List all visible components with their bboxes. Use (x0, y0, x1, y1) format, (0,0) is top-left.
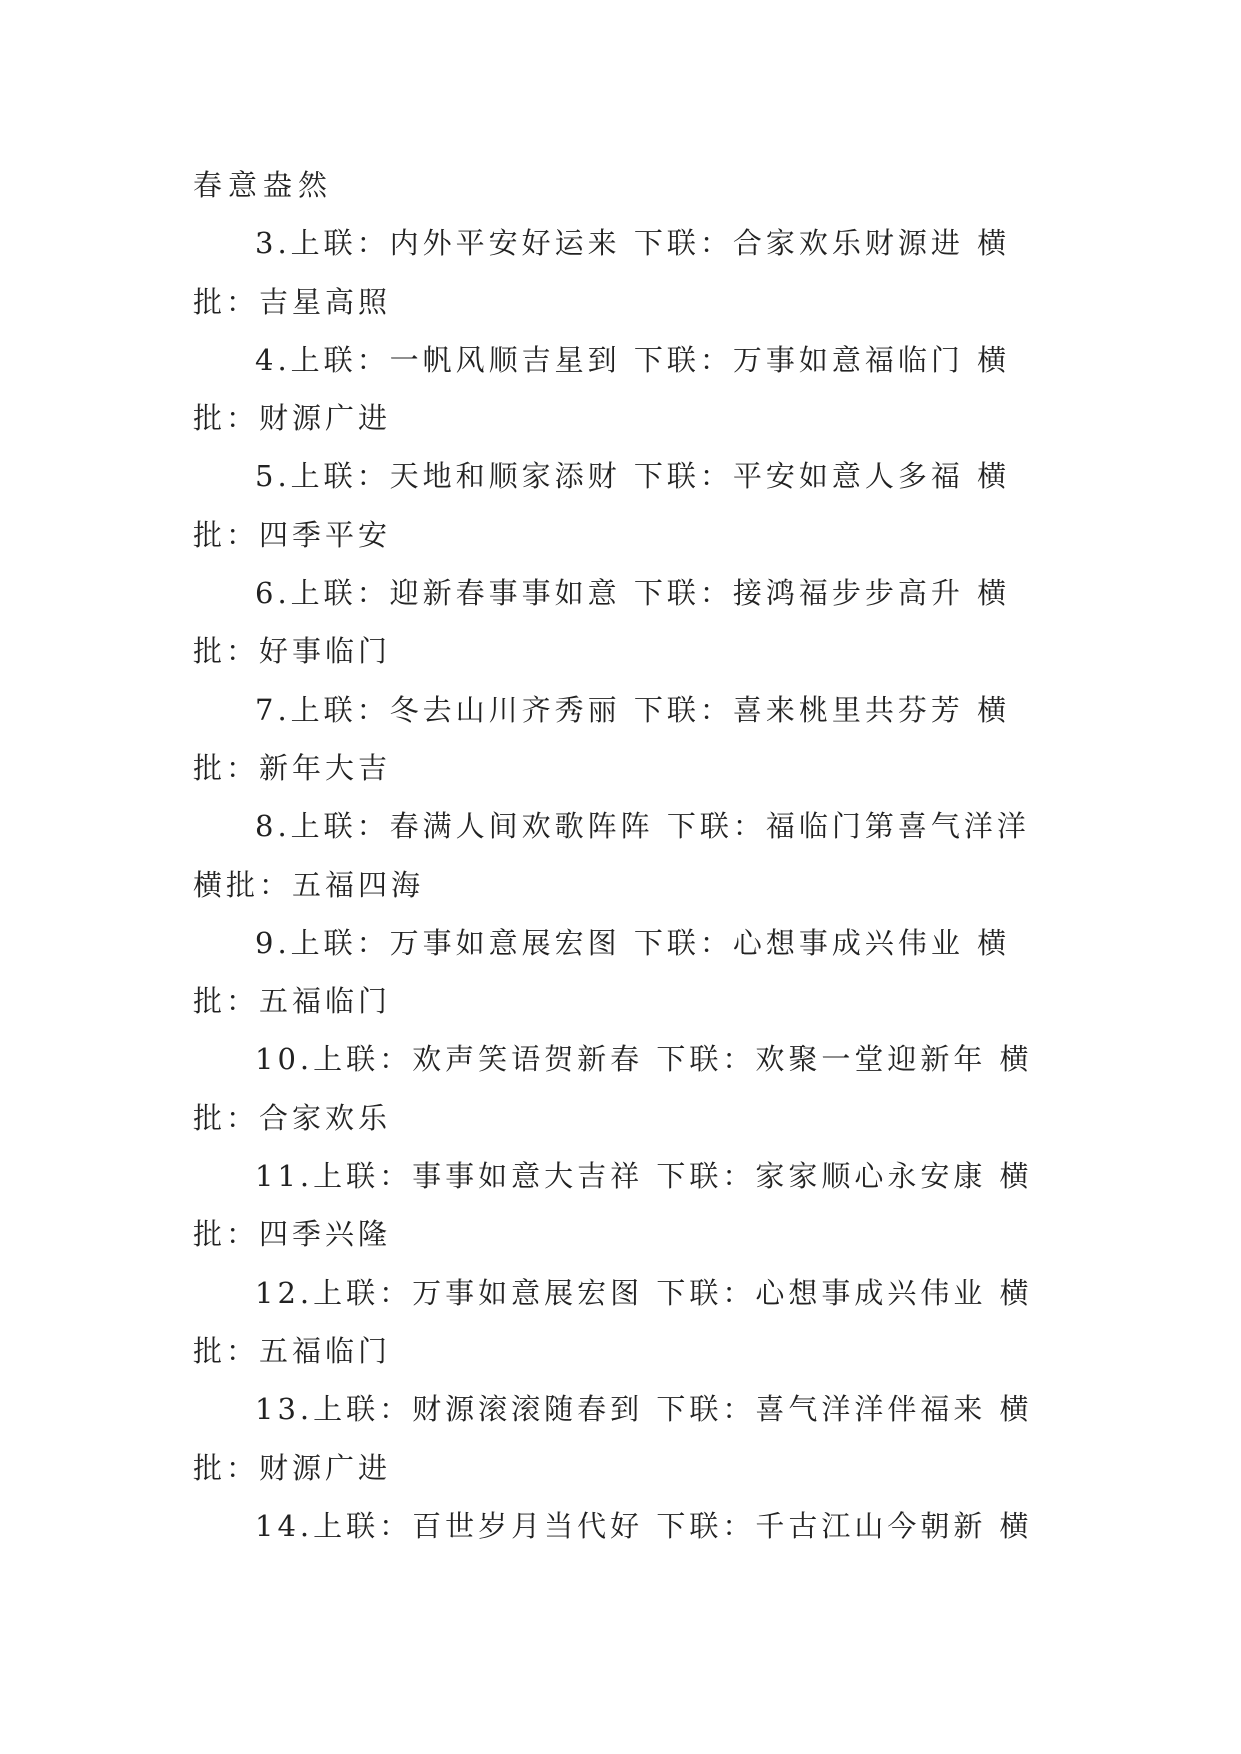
couplet-item-5: 5.上联：天地和顺家添财 下联：平安如意人多福 横批：四季平安 (193, 459, 1011, 552)
couplet-item-3: 3.上联：内外平安好运来 下联：合家欢乐财源进 横批：吉星高照 (193, 226, 1011, 319)
document-body (193, 156, 1053, 1613)
couplet-item-14: 14.上联：百世岁月当代好 下联：千古江山今朝新 横 (255, 1508, 1033, 1543)
continuation-text: 春意盎然 (193, 168, 334, 202)
couplet-item-6: 6.上联：迎新春事事如意 下联：接鸿福步步高升 横批：好事临门 (193, 576, 1011, 669)
couplet-item-12: 12.上联：万事如意展宏图 下联：心想事成兴伟业 横批：五福临门 (193, 1275, 1033, 1368)
couplet-item-9: 9.上联：万事如意展宏图 下联：心想事成兴伟业 横批：五福临门 (193, 925, 1011, 1019)
couplet-item-13: 13.上联：财源滚滚随春到 下联：喜气洋洋伴福来 横批：财源广进 (193, 1392, 1033, 1485)
couplet-item-10: 10.上联：欢声笑语贺新春 下联：欢聚一堂迎新年 横批：合家欢乐 (193, 1042, 1033, 1135)
couplet-item-7: 7.上联：冬去山川齐秀丽 下联：喜来桃里共芬芳 横批：新年大吉 (193, 692, 1011, 785)
couplet-item-11: 11.上联：事事如意大吉祥 下联：家家顺心永安康 横批：四季兴隆 (193, 1159, 1033, 1252)
couplet-item-4: 4.上联：一帆风顺吉星到 下联：万事如意福临门 横批：财源广进 (193, 342, 1011, 436)
couplet-item-8: 8.上联：春满人间欢歌阵阵 下联：福临门第喜气洋洋 横批：五福四海 (193, 809, 1030, 902)
